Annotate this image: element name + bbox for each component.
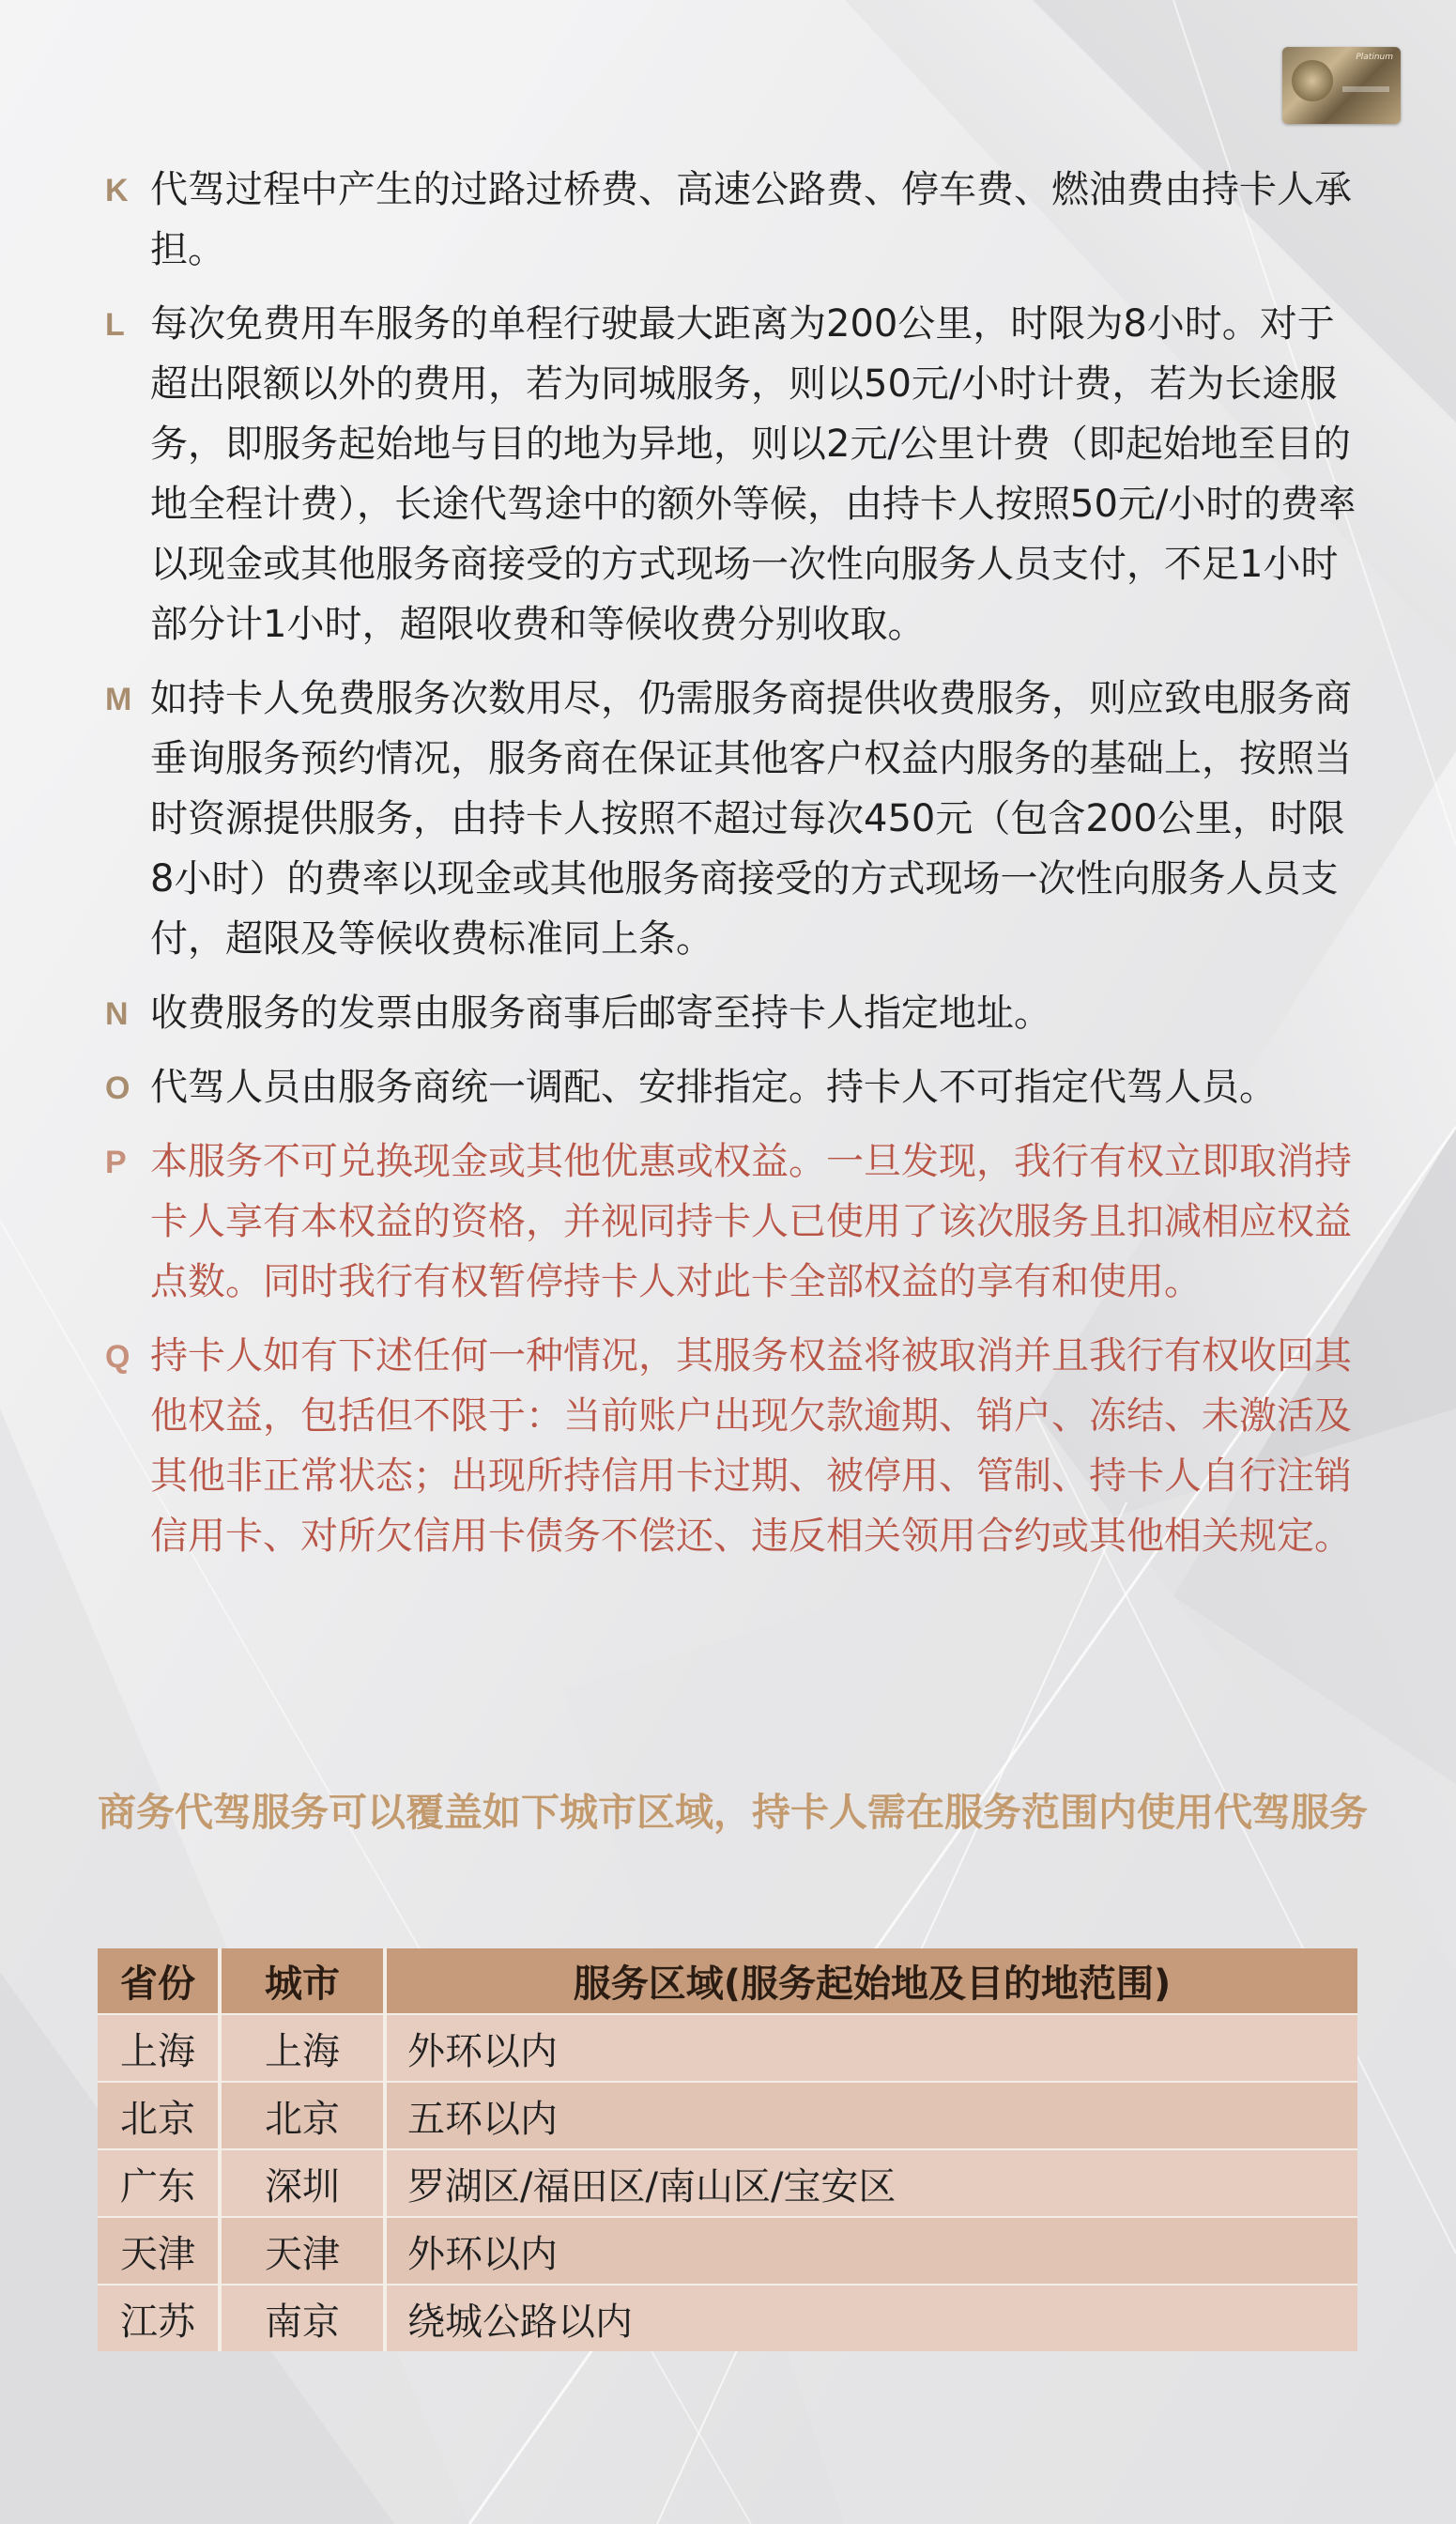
cell-city: 北京 [220, 2082, 385, 2149]
term-letter: K [105, 173, 129, 208]
term-item-l [105, 294, 1363, 654]
term-text: 如持卡人免费服务次数用尽，仍需服务商提供收费服务，则应致电服务商垂询服务预约情况，服务商在保证其他客户权益内服务的基础上，按照当时资源提供服务，由持卡人按照不超过每次450元（包含200公里，时限8小时）的费率以现金或其他服务商接受的方式现场一次性向服务人员支付，超限及等候收费标准同上条。 [150, 677, 1352, 961]
cell-province: 北京 [98, 2082, 220, 2149]
cell-area: 五环以内 [385, 2082, 1357, 2149]
term-letter: L [105, 307, 125, 343]
term-item-m [105, 669, 1363, 969]
table-row [98, 2014, 1357, 2082]
term-letter: O [105, 1070, 130, 1106]
cell-city: 深圳 [220, 2149, 385, 2217]
table-row [98, 2082, 1357, 2149]
cell-province: 天津 [98, 2217, 220, 2285]
header-service-area: 服务区域(服务起始地及目的地范围) [385, 1948, 1357, 2014]
term-text: 代驾人员由服务商统一调配、安排指定。持卡人不可指定代驾人员。 [150, 1066, 1277, 1109]
term-text: 持卡人如有下述任何一种情况，其服务权益将被取消并且我行有权收回其他权益，包括但不限于：当前账户出现欠款逾期、销户、冻结、未激活及其他非正常状态；出现所持信用卡过期、被停用、管制、持卡人自行注销信用卡、对所欠信用卡债务不偿还、违反相关领用合约或其他相关规定。 [150, 1334, 1352, 1558]
term-item-o [105, 1057, 1363, 1117]
cell-province: 广东 [98, 2149, 220, 2217]
term-letter: Q [105, 1339, 130, 1375]
term-item-n [105, 983, 1363, 1043]
coverage-table [98, 1948, 1357, 2351]
cell-city: 南京 [220, 2285, 385, 2351]
card-label: Platinum [1356, 53, 1393, 62]
term-item-k [105, 160, 1363, 280]
card-thumbnail-icon [1282, 47, 1401, 124]
term-text: 代驾过程中产生的过路过桥费、高速公路费、停车费、燃油费由持卡人承担。 [150, 168, 1352, 271]
table-header-row [98, 1948, 1357, 2014]
terms-list [105, 160, 1363, 1580]
cell-area: 罗湖区/福田区/南山区/宝安区 [385, 2149, 1357, 2217]
term-text: 收费服务的发票由服务商事后邮寄至持卡人指定地址。 [150, 992, 1051, 1035]
term-letter: N [105, 996, 129, 1032]
coverage-title: 商务代驾服务可以覆盖如下城市区域，持卡人需在服务范围内使用代驾服务 [98, 1790, 1368, 1835]
cell-area: 外环以内 [385, 2217, 1357, 2285]
header-province: 省份 [98, 1948, 220, 2014]
table-row [98, 2217, 1357, 2285]
cell-province: 上海 [98, 2014, 220, 2082]
header-city: 城市 [220, 1948, 385, 2014]
term-letter: M [105, 682, 132, 717]
cell-province: 江苏 [98, 2285, 220, 2351]
term-item-q [105, 1326, 1363, 1566]
term-text: 本服务不可兑换现金或其他优惠或权益。一旦发现，我行有权立即取消持卡人享有本权益的资格，并视同持卡人已使用了该次服务且扣减相应权益点数。同时我行有权暂停持卡人对此卡全部权益的享有和使用。 [150, 1140, 1352, 1303]
card-stripe-graphic [1342, 86, 1389, 92]
cell-area: 绕城公路以内 [385, 2285, 1357, 2351]
card-seal-graphic [1292, 60, 1333, 101]
cell-city: 上海 [220, 2014, 385, 2082]
table-row [98, 2285, 1357, 2351]
cell-city: 天津 [220, 2217, 385, 2285]
term-letter: P [105, 1145, 127, 1180]
cell-area: 外环以内 [385, 2014, 1357, 2082]
table-row [98, 2149, 1357, 2217]
term-text: 每次免费用车服务的单程行驶最大距离为200公里，时限为8小时。对于超出限额以外的费用，若为同城服务，则以50元/小时计费，若为长途服务，即服务起始地与目的地为异地，则以2元/公里计费（即起始地至目的地全程计费），长途代驾途中的额外等候，由持卡人按照50元/小时的费率以现金或其他服务商接受的方式现场一次性向服务人员支付，不足1小时部分计1小时，超限收费和等候收费分别收取。 [150, 302, 1356, 646]
term-item-p [105, 1131, 1363, 1312]
